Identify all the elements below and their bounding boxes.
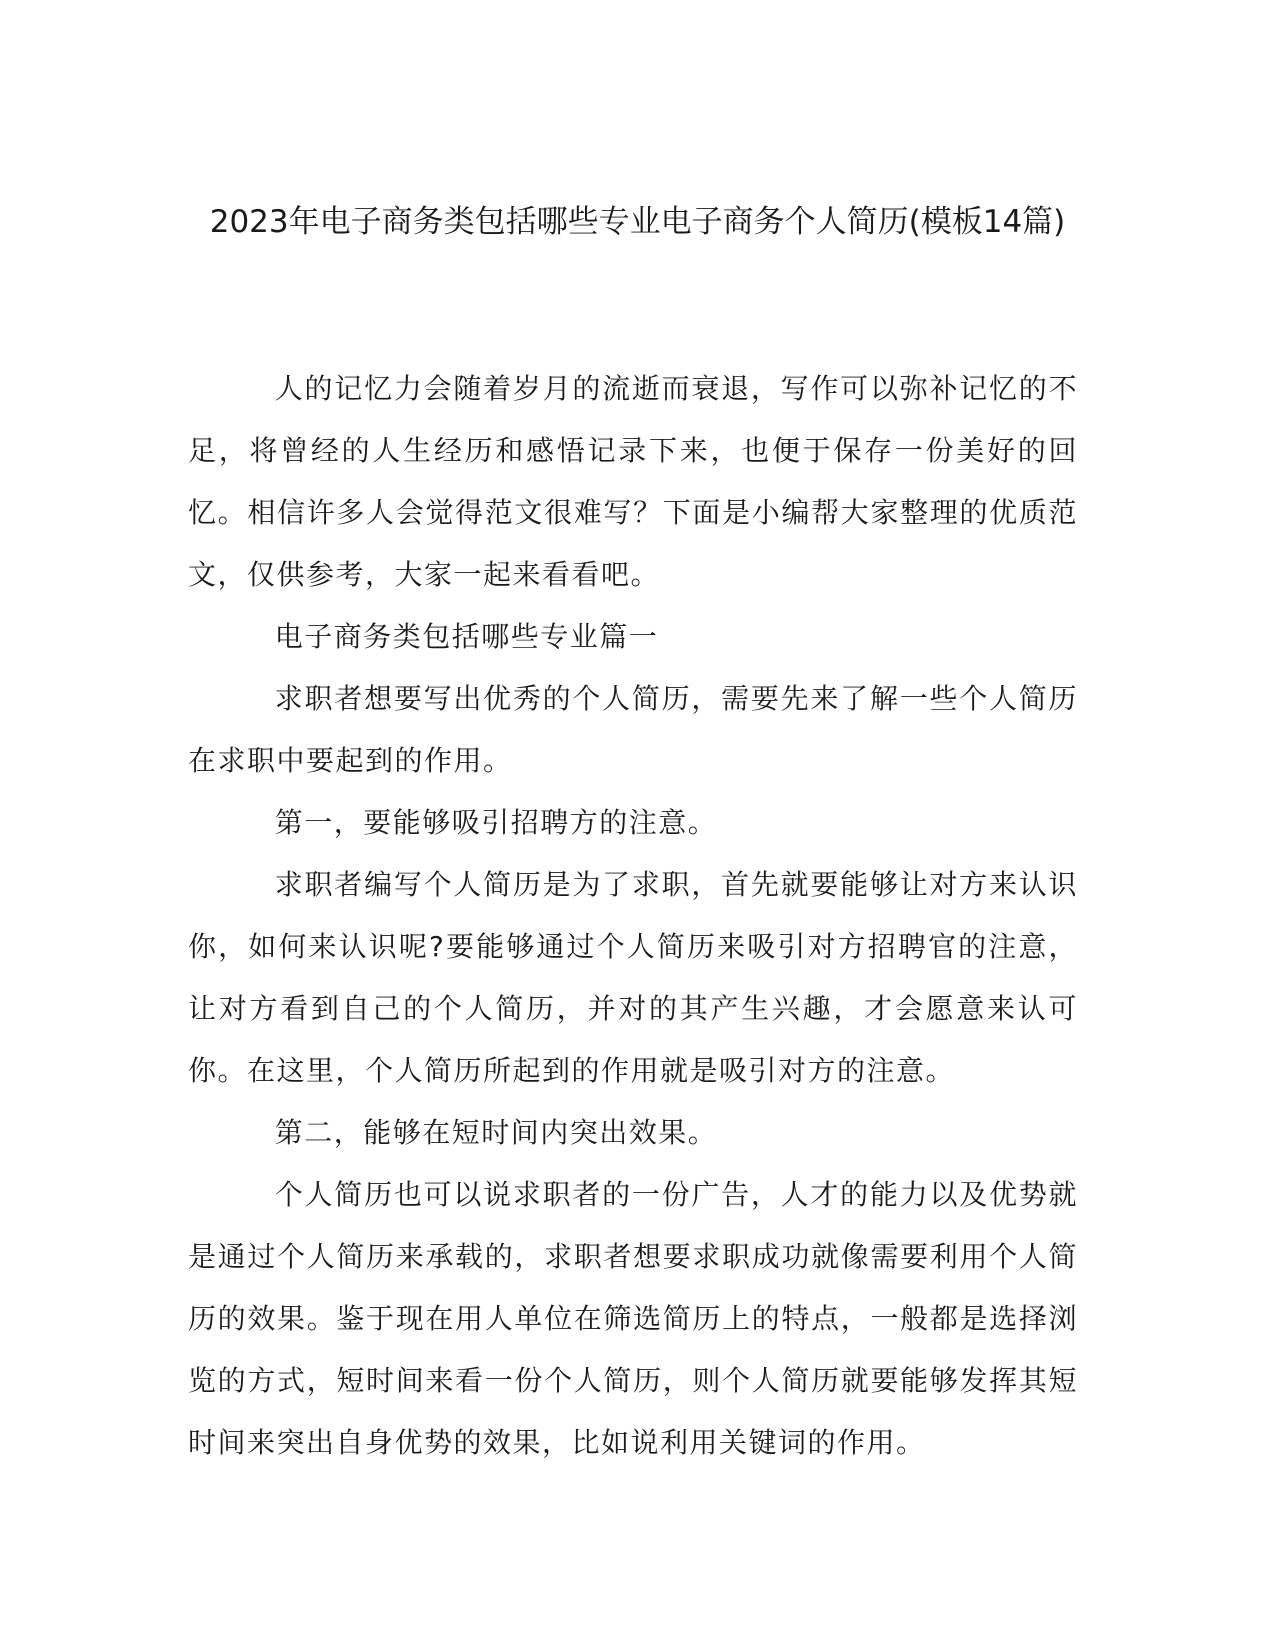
paragraph: 个人简历也可以说求职者的一份广告，人才的能力以及优势就是通过个人简历来承载的，求职者想要求职成功就像需要利用个人简历的效果。鉴于现在用人单位在筛选简历上的特点，一般都是选择浏览的方式，短时间来看一份个人简历，则个人简历就要能够发挥其短时间来突出自身优势的效果，比如说利用关键词的作用。 [188,1178,1078,1459]
paragraph-intro: 人的记忆力会随着岁月的流逝而衰退，写作可以弥补记忆的不足，将曾经的人生经历和感悟记录下来，也便于保存一份美好的回忆。相信许多人会觉得范文很难写？下面是小编帮大家整理的优质范文，仅供参考，大家一起来看看吧。 [188,372,1078,591]
paragraph: 第一，要能够吸引招聘方的注意。 [274,806,718,839]
paragraph: 第二，能够在短时间内突出效果。 [274,1116,718,1149]
document-body [188,358,1078,1474]
section-heading: 电子商务类包括哪些专业篇一 [274,620,659,653]
paragraph: 求职者想要写出优秀的个人简历，需要先来了解一些个人简历在求职中要起到的作用。 [188,682,1078,777]
document-title: 2023年电子商务类包括哪些专业电子商务个人简历(模板14篇) [209,204,1066,240]
paragraph: 求职者编写个人简历是为了求职，首先就要能够让对方来认识你，如何来认识呢?要能够通过个人简历来吸引对方招聘官的注意，让对方看到自己的个人简历，并对的其产生兴趣，才会愿意来认可你。在这里，个人简历所起到的作用就是吸引对方的注意。 [188,868,1078,1087]
